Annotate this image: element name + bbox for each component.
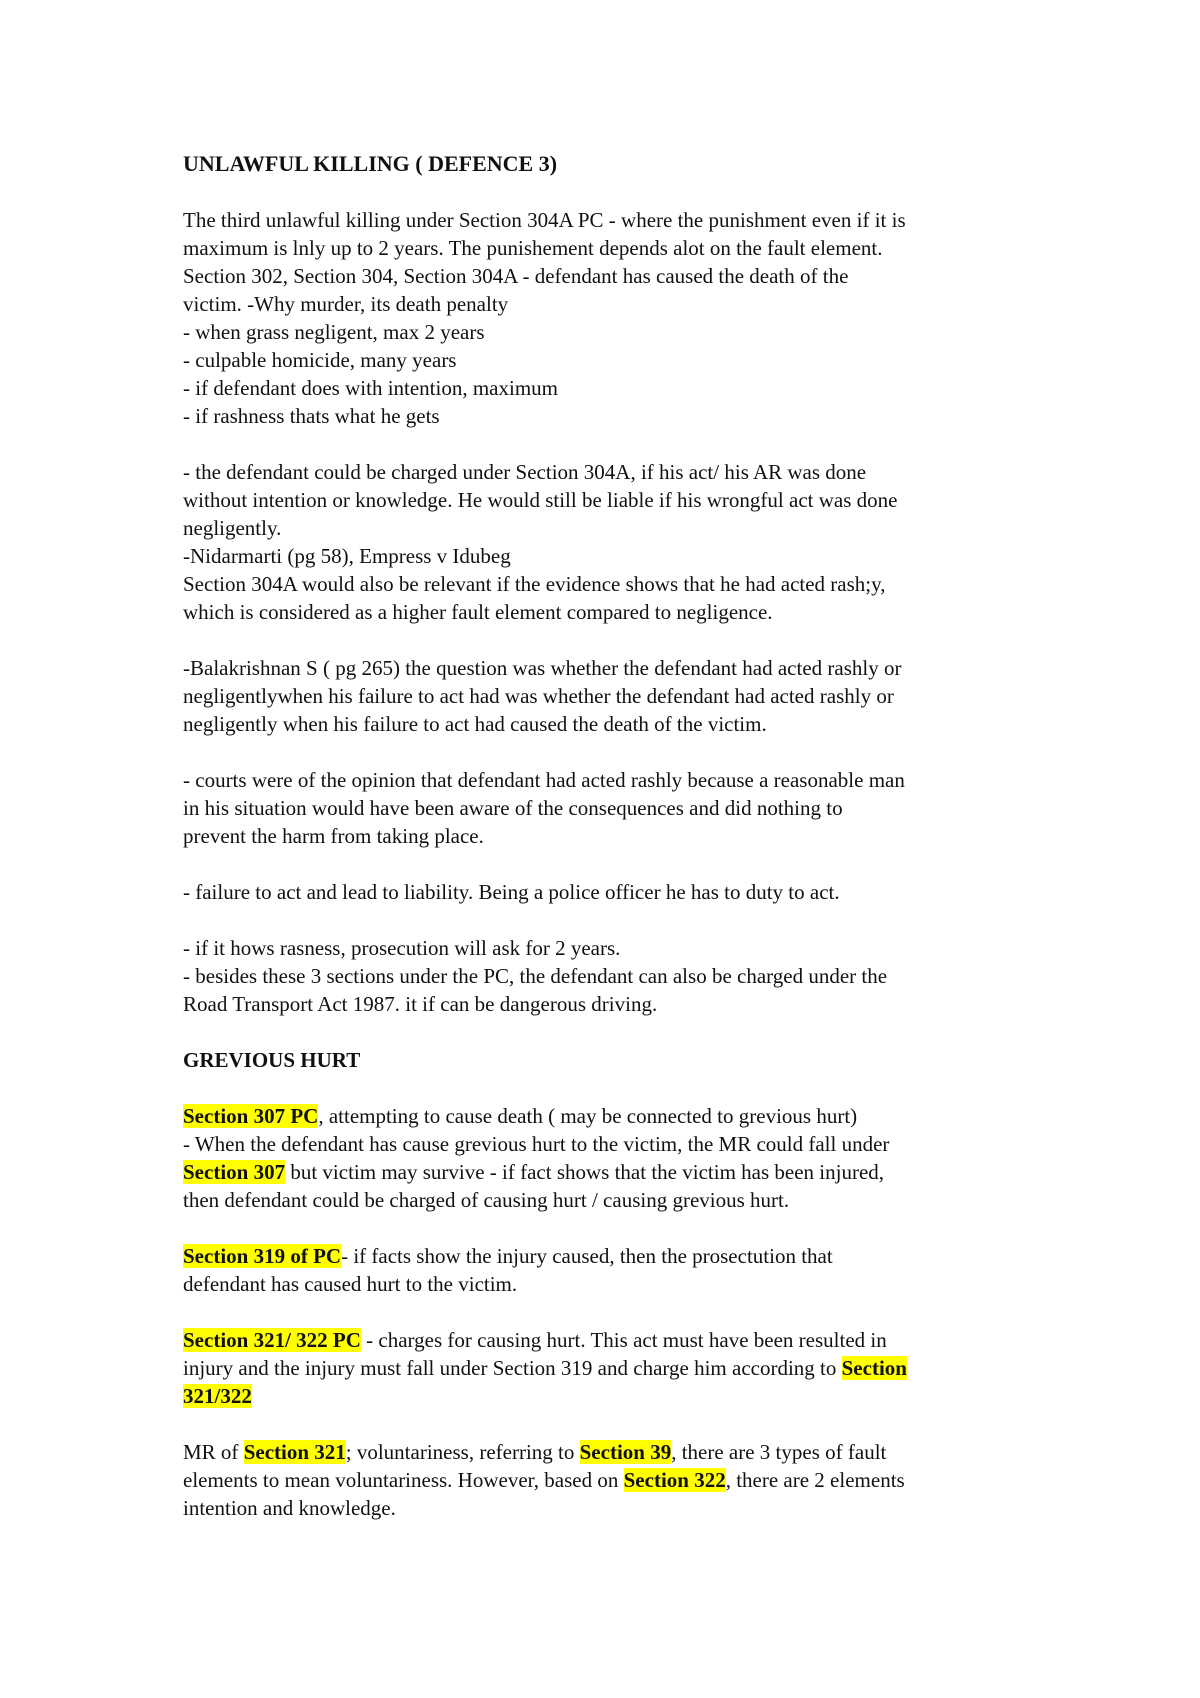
text-line	[183, 1326, 1043, 1354]
text-line: maximum is lnly up to 2 years. The punishement depends alot on the fault element.	[183, 236, 883, 260]
text-line: -Balakrishnan S ( pg 265) the question was whether the defendant had acted rashly or	[183, 656, 902, 680]
highlighted-section-ref: Section 321/ 322 PC	[183, 1328, 361, 1352]
text-line	[183, 1466, 1043, 1494]
text-line	[183, 1102, 1043, 1130]
highlighted-section-ref: Section 307	[183, 1160, 286, 1184]
highlighted-section-ref: Section	[841, 1356, 907, 1380]
text-line: - the defendant could be charged under Section 304A, if his act/ his AR was done	[183, 460, 867, 484]
text-segment: - if facts show the injury caused, then the prosectution that	[341, 1244, 833, 1268]
text-line: in his situation would have been aware of the consequences and did nothing to	[183, 796, 843, 820]
section-307-paragraph	[183, 1102, 1043, 1214]
text-line: without intention or knowledge. He would still be liable if his wrongful act was done	[183, 488, 898, 512]
text-line: Road Transport Act 1987. it if can be dangerous driving.	[183, 992, 658, 1016]
highlighted-section-ref: Section 322	[623, 1468, 726, 1492]
rashness-paragraph	[183, 934, 1043, 1018]
highlighted-section-ref: Section 39	[579, 1440, 672, 1464]
text-segment: , there are 3 types of fault	[671, 1440, 887, 1464]
failure-paragraph	[183, 878, 1043, 906]
highlighted-section-ref: Section 307 PC	[183, 1104, 319, 1128]
text-line: - failure to act and lead to liability. Being a police officer he has to duty to act.	[183, 880, 840, 904]
text-segment: MR of	[183, 1440, 244, 1464]
highlighted-section-ref: Section 319 of PC	[183, 1244, 342, 1268]
defendant-paragraph	[183, 458, 1043, 626]
text-line: Section 302, Section 304, Section 304A - defendant has caused the death of the	[183, 264, 849, 288]
text-line: - besides these 3 sections under the PC, the defendant can also be charged under the	[183, 964, 888, 988]
text-line: - when grass negligent, max 2 years	[183, 320, 485, 344]
text-line	[183, 1158, 1043, 1186]
text-line: - culpable homicide, many years	[183, 348, 457, 372]
section-319-paragraph	[183, 1242, 1043, 1298]
courts-paragraph	[183, 766, 1043, 850]
text-line: intention and knowledge.	[183, 1496, 396, 1520]
balakrishnan-paragraph	[183, 654, 1043, 738]
text-line: - if it hows rasness, prosecution will ask for 2 years.	[183, 936, 621, 960]
text-line	[183, 1242, 1043, 1270]
text-line: The third unlawful killing under Section 304A PC - where the punishment even if it is	[183, 208, 906, 232]
document-title: UNLAWFUL KILLING ( DEFENCE 3)	[183, 151, 558, 176]
text-line: - if rashness thats what he gets	[183, 404, 440, 428]
grevious-hurt-heading: GREVIOUS HURT	[183, 1048, 361, 1072]
text-line: victim. -Why murder, its death penalty	[183, 292, 509, 316]
text-line	[183, 1382, 1043, 1410]
text-line: which is considered as a higher fault element compared to negligence.	[183, 600, 773, 624]
document-page	[183, 140, 1043, 1550]
text-segment: , attempting to cause death ( may be connected to grevious hurt)	[318, 1104, 858, 1128]
text-line: -Nidarmarti (pg 58), Empress v Idubeg	[183, 544, 511, 568]
text-line: negligently when his failure to act had caused the death of the victim.	[183, 712, 767, 736]
text-line: prevent the harm from taking place.	[183, 824, 484, 848]
mr-paragraph	[183, 1438, 1043, 1522]
text-line: - When the defendant has cause grevious hurt to the victim, the MR could fall under	[183, 1132, 890, 1156]
text-segment: , there are 2 elements	[725, 1468, 905, 1492]
highlighted-section-ref: Section 321	[243, 1440, 346, 1464]
text-segment: - charges for causing hurt. This act must have been resulted in	[360, 1328, 887, 1352]
text-line: negligently.	[183, 516, 282, 540]
text-line	[183, 1354, 1043, 1382]
text-line: Section 304A would also be relevant if the evidence shows that he had acted rash;y,	[183, 572, 886, 596]
text-line: - courts were of the opinion that defendant had acted rashly because a reasonable man	[183, 768, 905, 792]
section-321-322-paragraph	[183, 1326, 1043, 1410]
text-segment: elements to mean voluntariness. However, based on	[183, 1468, 624, 1492]
text-line	[183, 1438, 1043, 1466]
text-segment: injury and the injury must fall under Section 319 and charge him according to	[183, 1356, 842, 1380]
text-segment: ; voluntariness, referring to	[345, 1440, 580, 1464]
intro-paragraph	[183, 206, 1043, 430]
text-line: then defendant could be charged of causing hurt / causing grevious hurt.	[183, 1188, 790, 1212]
text-segment: but victim may survive - if fact shows that the victim has been injured,	[285, 1160, 885, 1184]
text-line: defendant has caused hurt to the victim.	[183, 1272, 518, 1296]
text-line: - if defendant does with intention, maximum	[183, 376, 559, 400]
text-line: negligentlywhen his failure to act had was whether the defendant had acted rashly or	[183, 684, 894, 708]
highlighted-section-ref: 321/322	[183, 1384, 252, 1408]
